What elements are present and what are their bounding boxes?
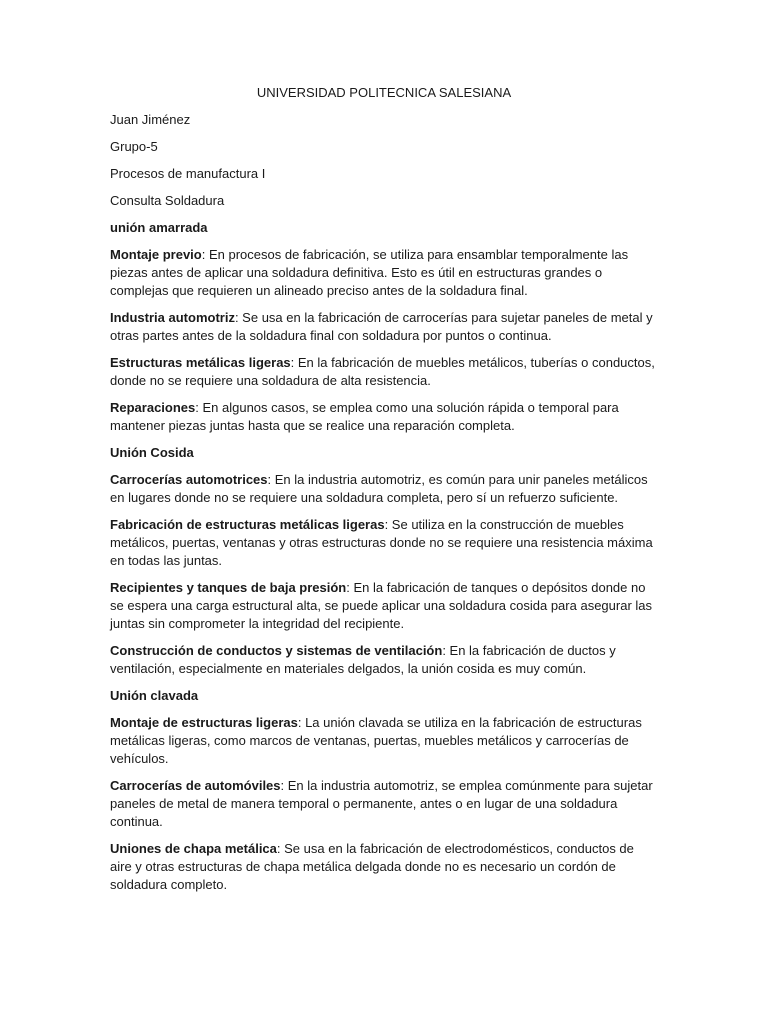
paragraph-term: Recipientes y tanques de baja presión [110, 580, 347, 595]
paragraph-term: Carrocerías automotrices [110, 472, 268, 487]
author-name: Juan Jiménez [110, 112, 191, 127]
section-heading-union-cosida: Unión Cosida [110, 445, 194, 460]
paragraph-text: : En la industria automotriz, se emplea comúnmente para sujetar paneles de metal de manera temporal o permanente, antes o en lugar de una soldadura continua. [110, 778, 653, 829]
institution-title: UNIVERSIDAD POLITECNICA SALESIANA [256, 85, 512, 100]
paragraph-term: Estructuras metálicas ligeras [110, 355, 291, 370]
paragraph-term: Industria automotriz [110, 310, 235, 325]
paragraph-recipientes-tanques [110, 579, 658, 633]
paragraph-text: : La unión clavada se utiliza en la fabricación de estructuras metálicas ligeras, como marcos de ventanas, puertas, muebles metálicos y carrocerías de vehículos. [110, 715, 642, 766]
paragraph-text: : Se utiliza en la construcción de muebles metálicos, puertas, ventanas y otras estructuras donde no se requiere una resistencia máxima en todas las juntas. [110, 517, 653, 568]
paragraph-term: Construcción de conductos y sistemas de ventilación [110, 643, 443, 658]
paragraph-industria-automotriz [110, 309, 658, 345]
document-body [110, 84, 658, 903]
section-heading-union-amarrada: unión amarrada [110, 220, 208, 235]
paragraph-carrocerias-automotrices [110, 471, 658, 507]
paragraph-text: : En la fabricación de muebles metálicos, tuberías o conductos, donde no se requiere una soldadura de alta resistencia. [110, 355, 655, 388]
assignment-title: Consulta Soldadura [110, 193, 225, 208]
paragraph-reparaciones [110, 399, 658, 435]
paragraph-term: Reparaciones [110, 400, 196, 415]
paragraph-term: Carrocerías de automóviles [110, 778, 281, 793]
paragraph-term: Montaje previo [110, 247, 202, 262]
paragraph-montaje-previo [110, 246, 658, 300]
paragraph-montaje-estructuras-ligeras [110, 714, 658, 768]
group-label: Grupo-5 [110, 139, 158, 154]
paragraph-conductos-ventilacion [110, 642, 658, 678]
paragraph-term: Uniones de chapa metálica [110, 841, 277, 856]
paragraph-text: : Se usa en la fabricación de electrodomésticos, conductos de aire y otras estructuras de chapa metálica delgada donde no es necesario un cordón de soldadura completo. [110, 841, 634, 892]
paragraph-text: : En la industria automotriz, es común para unir paneles metálicos en lugares donde no se requiere una soldadura completa, pero sí un refuerzo suficiente. [110, 472, 648, 505]
paragraph-term: Fabricación de estructuras metálicas ligeras [110, 517, 385, 532]
paragraph-fabricacion-estructuras [110, 516, 658, 570]
paragraph-term: Montaje de estructuras ligeras [110, 715, 298, 730]
paragraph-text: : En procesos de fabricación, se utiliza para ensamblar temporalmente las piezas antes de aplicar una soldadura definitiva. Esto es útil en estructuras grandes o complejas que requieren un alineado preciso antes de la soldadura final. [110, 247, 629, 298]
paragraph-text: : En la fabricación de tanques o depósitos donde no se espera una carga estructural alta, se puede aplicar una soldadura cosida para asegurar las juntas sin comprometer la integridad del recipiente. [110, 580, 653, 631]
paragraph-text: : Se usa en la fabricación de carrocerías para sujetar paneles de metal y otras partes antes de la soldadura final con soldadura por puntos o continua. [110, 310, 653, 343]
paragraph-text: : En la fabricación de ductos y ventilación, especialmente en materiales delgados, la unión cosida es muy común. [110, 643, 616, 676]
paragraph-text: : En algunos casos, se emplea como una solución rápida o temporal para mantener piezas juntas hasta que se realice una reparación completa. [110, 400, 619, 433]
course-name: Procesos de manufactura I [110, 166, 266, 181]
paragraph-uniones-chapa-metalica [110, 840, 658, 894]
section-heading-union-clavada: Unión clavada [110, 688, 199, 703]
paragraph-estructuras-metalicas-ligeras [110, 354, 658, 390]
paragraph-carrocerias-automoviles [110, 777, 658, 831]
